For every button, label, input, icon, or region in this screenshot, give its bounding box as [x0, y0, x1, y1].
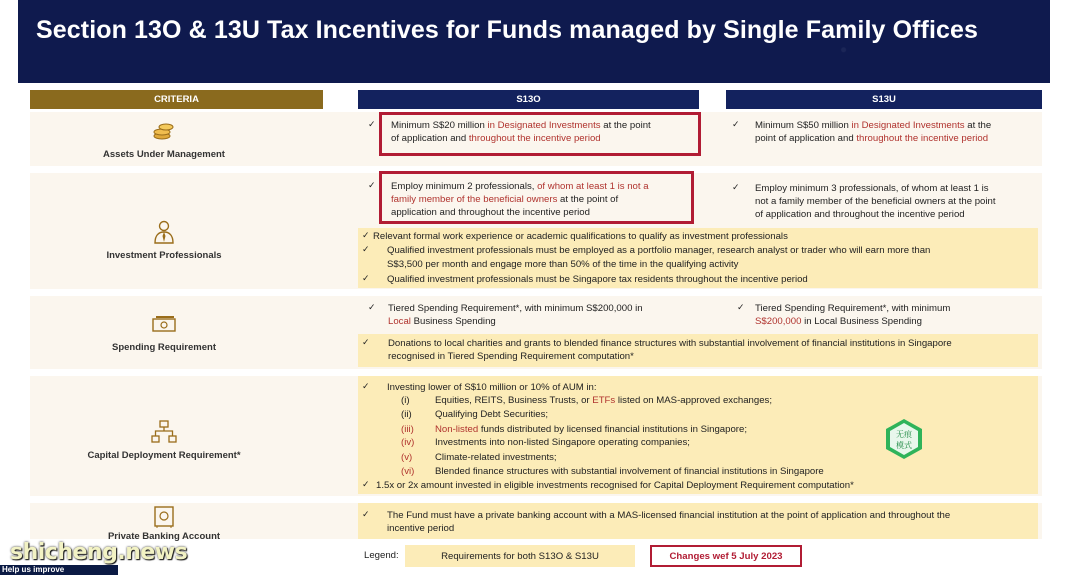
- s13u-professionals-text: [755, 182, 1040, 221]
- criteria-label: Assets Under Management: [103, 148, 225, 160]
- column-header-s13u: S13U: [726, 90, 1042, 109]
- text-fragment: at the point: [600, 120, 651, 131]
- tick-mark: ✓: [732, 119, 740, 129]
- text-fragment: at the point of: [557, 194, 619, 205]
- both-line: S$3,500 per month and engage more than 50% of the time in the qualifying activity: [387, 259, 739, 270]
- text-fragment: Employ minimum 2 professionals,: [391, 181, 538, 192]
- page-title: Section 13O & 13U Tax Incentives for Funds managed by Single Family Offices: [36, 16, 979, 44]
- item-number: (iv): [401, 437, 415, 448]
- text-fragment: Tiered Spending Requirement*, with minimum: [755, 303, 951, 314]
- badge-text: 无痕: [896, 430, 912, 439]
- criteria-banking: [30, 505, 298, 541]
- both-line: Donations to local charities and grants to blended finance structures with substantial involvement of financial institutions in Singapore: [388, 338, 952, 349]
- highlight-text: S$200,000: [755, 316, 802, 327]
- tick-mark: ✓: [362, 479, 370, 489]
- text-fragment: funds distributed by licensed financial institutions in Singapore;: [478, 424, 747, 435]
- capital-item: Investments into non-listed Singapore operating companies;: [435, 437, 690, 448]
- text-fragment: Equities, REITS, Business Trusts, or: [435, 395, 593, 406]
- tick-mark: ✓: [362, 509, 370, 519]
- professional-icon: [151, 220, 177, 244]
- item-number: (ii): [401, 409, 412, 420]
- criteria-professionals: [30, 205, 298, 275]
- text-fragment: application and throughout the incentive period: [391, 207, 590, 218]
- s13u-spending-text: [755, 302, 1040, 328]
- highlight-text: throughout the incentive period: [468, 133, 601, 144]
- legend-label: Legend:: [364, 550, 399, 561]
- criteria-label: Spending Requirement: [112, 341, 216, 353]
- title-banner: [18, 0, 1050, 83]
- capital-item: Climate-related investments;: [435, 452, 557, 463]
- text-fragment: point of application and: [755, 133, 857, 144]
- text-fragment: of application and: [391, 133, 469, 144]
- capital-intro: Investing lower of S$10 million or 10% of AUM in:: [387, 382, 597, 393]
- highlight-text: throughout the incentive period: [856, 133, 989, 144]
- criteria-label: Private Banking Account: [107, 530, 221, 542]
- text-fragment: Business Spending: [410, 316, 496, 327]
- change-highlight-box: [379, 112, 701, 156]
- tick-mark: ✓: [362, 337, 370, 347]
- both-line: recognised in Tiered Spending Requirement computation*: [388, 351, 634, 362]
- capital-item: Blended finance structures with substantial involvement of financial institutions in Singapore: [435, 466, 824, 477]
- s13u-aum-text: [755, 119, 1040, 145]
- hierarchy-icon: [151, 420, 177, 444]
- capital-item: [435, 408, 548, 421]
- highlight-text: Local: [388, 316, 411, 327]
- capital-outro: 1.5x or 2x amount invested in eligible investments recognised for Capital Deployment Requirement computation*: [376, 480, 854, 491]
- tick-mark: ✓: [368, 180, 376, 190]
- legend-changes: Changes wef 5 July 2023: [650, 545, 802, 567]
- both-line: Relevant formal work experience or academic qualifications to qualify as investment professionals: [373, 231, 788, 242]
- incognito-mode-badge: [884, 418, 924, 460]
- site-watermark: shicheng.news: [10, 540, 188, 565]
- text-fragment: Minimum S$50 million: [755, 120, 852, 131]
- item-number: (v): [401, 452, 413, 463]
- tick-mark: ✓: [368, 119, 376, 129]
- criteria-label: Investment Professionals: [106, 249, 222, 261]
- criteria-aum: [30, 112, 298, 166]
- text-fragment: at the: [964, 120, 992, 131]
- change-highlight-box: [379, 171, 694, 224]
- tick-mark: ✓: [362, 230, 370, 240]
- tick-mark: ✓: [732, 182, 740, 192]
- item-number: (i): [401, 395, 410, 406]
- highlight-text: in Designated Investments: [487, 120, 601, 131]
- tick-mark: ✓: [737, 302, 745, 312]
- text-fragment: listed on MAS-approved exchanges;: [615, 395, 773, 406]
- text-fragment: in Local Business Spending: [801, 316, 922, 327]
- tick-mark: ✓: [362, 381, 370, 391]
- highlight-text: family member of the beneficial owners: [391, 194, 558, 205]
- both-line: incentive period: [387, 523, 455, 534]
- item-number: (iii): [401, 424, 414, 435]
- legend-both-requirements: Requirements for both S13O & S13U: [405, 545, 635, 567]
- both-line: Qualified investment professionals must be employed as a portfolio manager, research analyst or trader who will earn more than: [387, 245, 931, 256]
- both-line: The Fund must have a private banking account with a MAS-licensed financial institution at the point of application and throughout the: [387, 510, 951, 521]
- tick-mark: ✓: [368, 302, 376, 312]
- text-fragment: Minimum S$20 million: [391, 120, 488, 131]
- text-fragment: Qualifying Debt Securities;: [435, 409, 549, 420]
- s13o-spending-text: [388, 302, 708, 328]
- help-improve-bar[interactable]: Help us improve: [0, 565, 118, 575]
- badge-text: 模式: [896, 441, 912, 450]
- highlight-text: ETFs: [592, 395, 616, 406]
- tick-mark: ✓: [362, 244, 370, 254]
- capital-item: [435, 394, 772, 407]
- text-fragment: Employ minimum 3 professionals, of whom at least 1 is: [755, 183, 989, 194]
- criteria-label: Capital Deployment Requirement*: [87, 449, 241, 461]
- highlight-text: in Designated Investments: [851, 120, 965, 131]
- highlight-text: of whom at least 1 is not a: [537, 181, 649, 192]
- both-line: Qualified investment professionals must be Singapore tax residents throughout the incentive period: [387, 274, 808, 285]
- coins-icon: [151, 119, 177, 143]
- highlight-text: Non-listed: [435, 424, 479, 435]
- tick-mark: ✓: [362, 273, 370, 283]
- text-fragment: not a family member of the beneficial owners at the point: [755, 196, 996, 207]
- cash-icon: [151, 312, 177, 336]
- text-fragment: Tiered Spending Requirement*, with minimum S$200,000 in: [388, 303, 643, 314]
- text-fragment: of application and throughout the incentive period: [755, 209, 965, 220]
- criteria-spending: [30, 305, 298, 359]
- capital-item: [435, 423, 747, 436]
- item-number: (vi): [401, 466, 415, 477]
- criteria-capital: [30, 410, 298, 470]
- column-header-s13o: S13O: [358, 90, 699, 109]
- safe-icon: [151, 505, 177, 529]
- column-header-criteria: CRITERIA: [30, 90, 323, 109]
